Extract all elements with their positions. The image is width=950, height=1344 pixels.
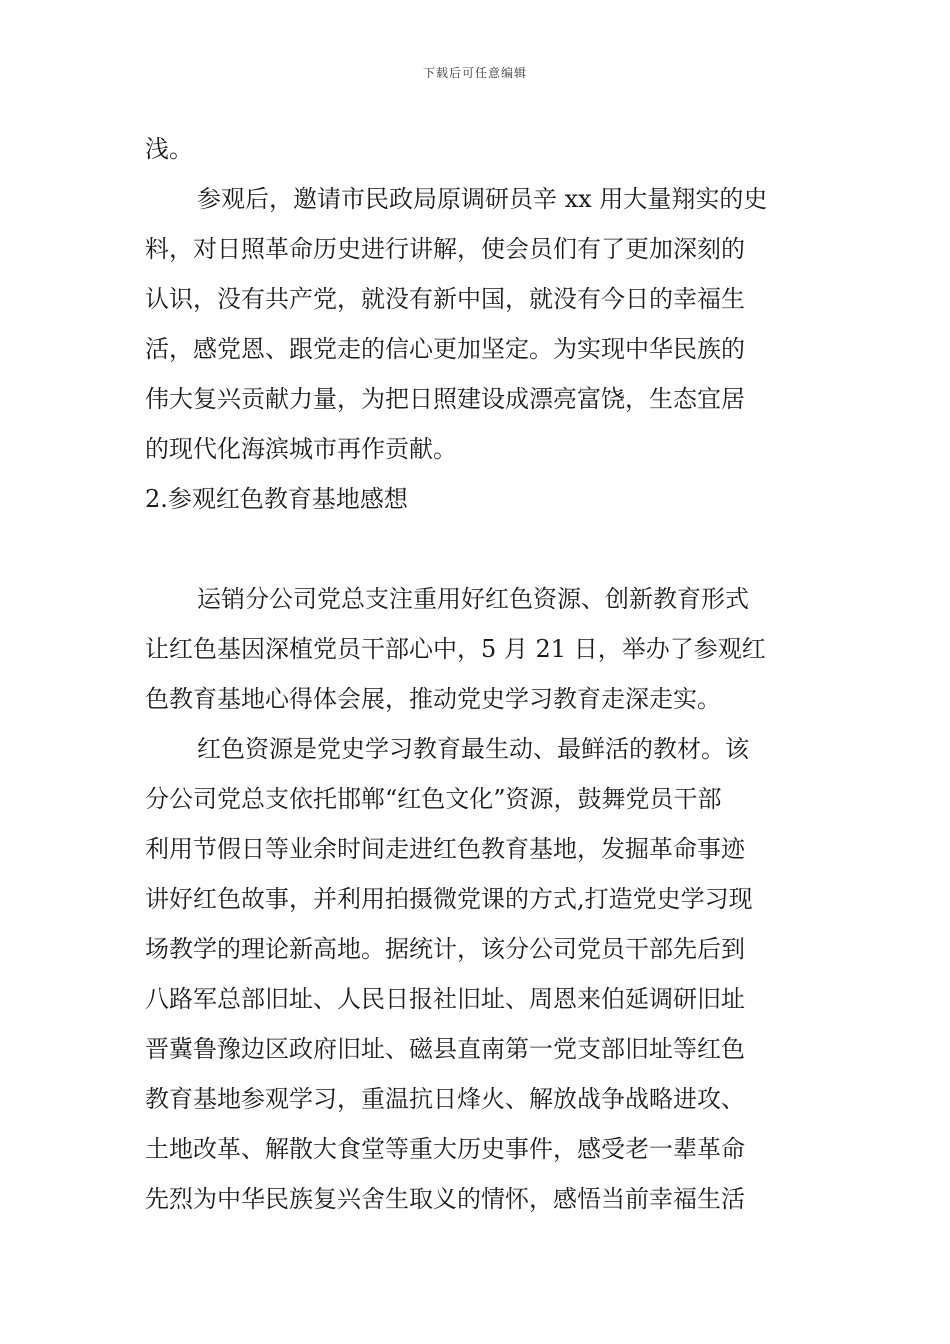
text-line: 分公司党总支依托邯郸“红色文化”资源，鼓舞党员干部: [145, 785, 722, 813]
text-line: 活，感党恩、跟党走的信心更加坚定。为实现中华民族的: [145, 335, 745, 363]
text-line: 让红色基因深植党员干部心中，5 月 21 日，举办了参观红: [145, 635, 766, 663]
text-line: 晋冀鲁豫边区政府旧址、磁县直南第一党支部旧址等红色: [145, 1035, 745, 1063]
text-line: 色教育基地心得体会展，推动党史学习教育走深走实。: [145, 685, 721, 713]
text-line: 的现代化海滨城市再作贡献。: [145, 435, 457, 463]
text-line: 运销分公司党总支注重用好红色资源、创新教育形式: [197, 585, 749, 613]
text-line: 八路军总部旧址、人民日报社旧址、周恩来伯延调研旧址: [145, 985, 745, 1013]
text-line: 利用节假日等业余时间走进红色教育基地，发掘革命事迹: [145, 835, 745, 863]
text-line: 先烈为中华民族复兴舍生取义的情怀，感悟当前幸福生活: [145, 1185, 745, 1213]
text-line: 伟大复兴贡献力量，为把日照建设成漂亮富饶，生态宜居: [145, 385, 745, 413]
text-line: 料，对日照革命历史进行讲解，使会员们有了更加深刻的: [145, 235, 745, 263]
text-line: 红色资源是党史学习教育最生动、最鲜活的教材。该: [197, 735, 749, 763]
text-line: 认识，没有共产党，就没有新中国，就没有今日的幸福生: [145, 285, 745, 313]
document-body: [145, 124, 810, 1224]
text-line: 参观后，邀请市民政局原调研员辛 xx 用大量翔实的史: [197, 185, 768, 213]
text-line: 教育基地参观学习，重温抗日烽火、解放战争战略进攻、: [145, 1085, 745, 1113]
blank-gap: [145, 524, 810, 574]
text-line: 土地改革、解散大食堂等重大历史事件，感受老一辈革命: [145, 1135, 745, 1163]
page-header: 下载后可任意编辑: [422, 66, 527, 80]
text-line: 场教学的理论新高地。据统计，该分公司党员干部先后到: [145, 935, 745, 963]
section-heading: 2.参观红色教育基地感想: [145, 485, 408, 513]
text-line: 浅。: [145, 135, 193, 163]
text-line: 讲好红色故事，并利用拍摄微党课的方式,打造党史学习现: [145, 885, 753, 913]
